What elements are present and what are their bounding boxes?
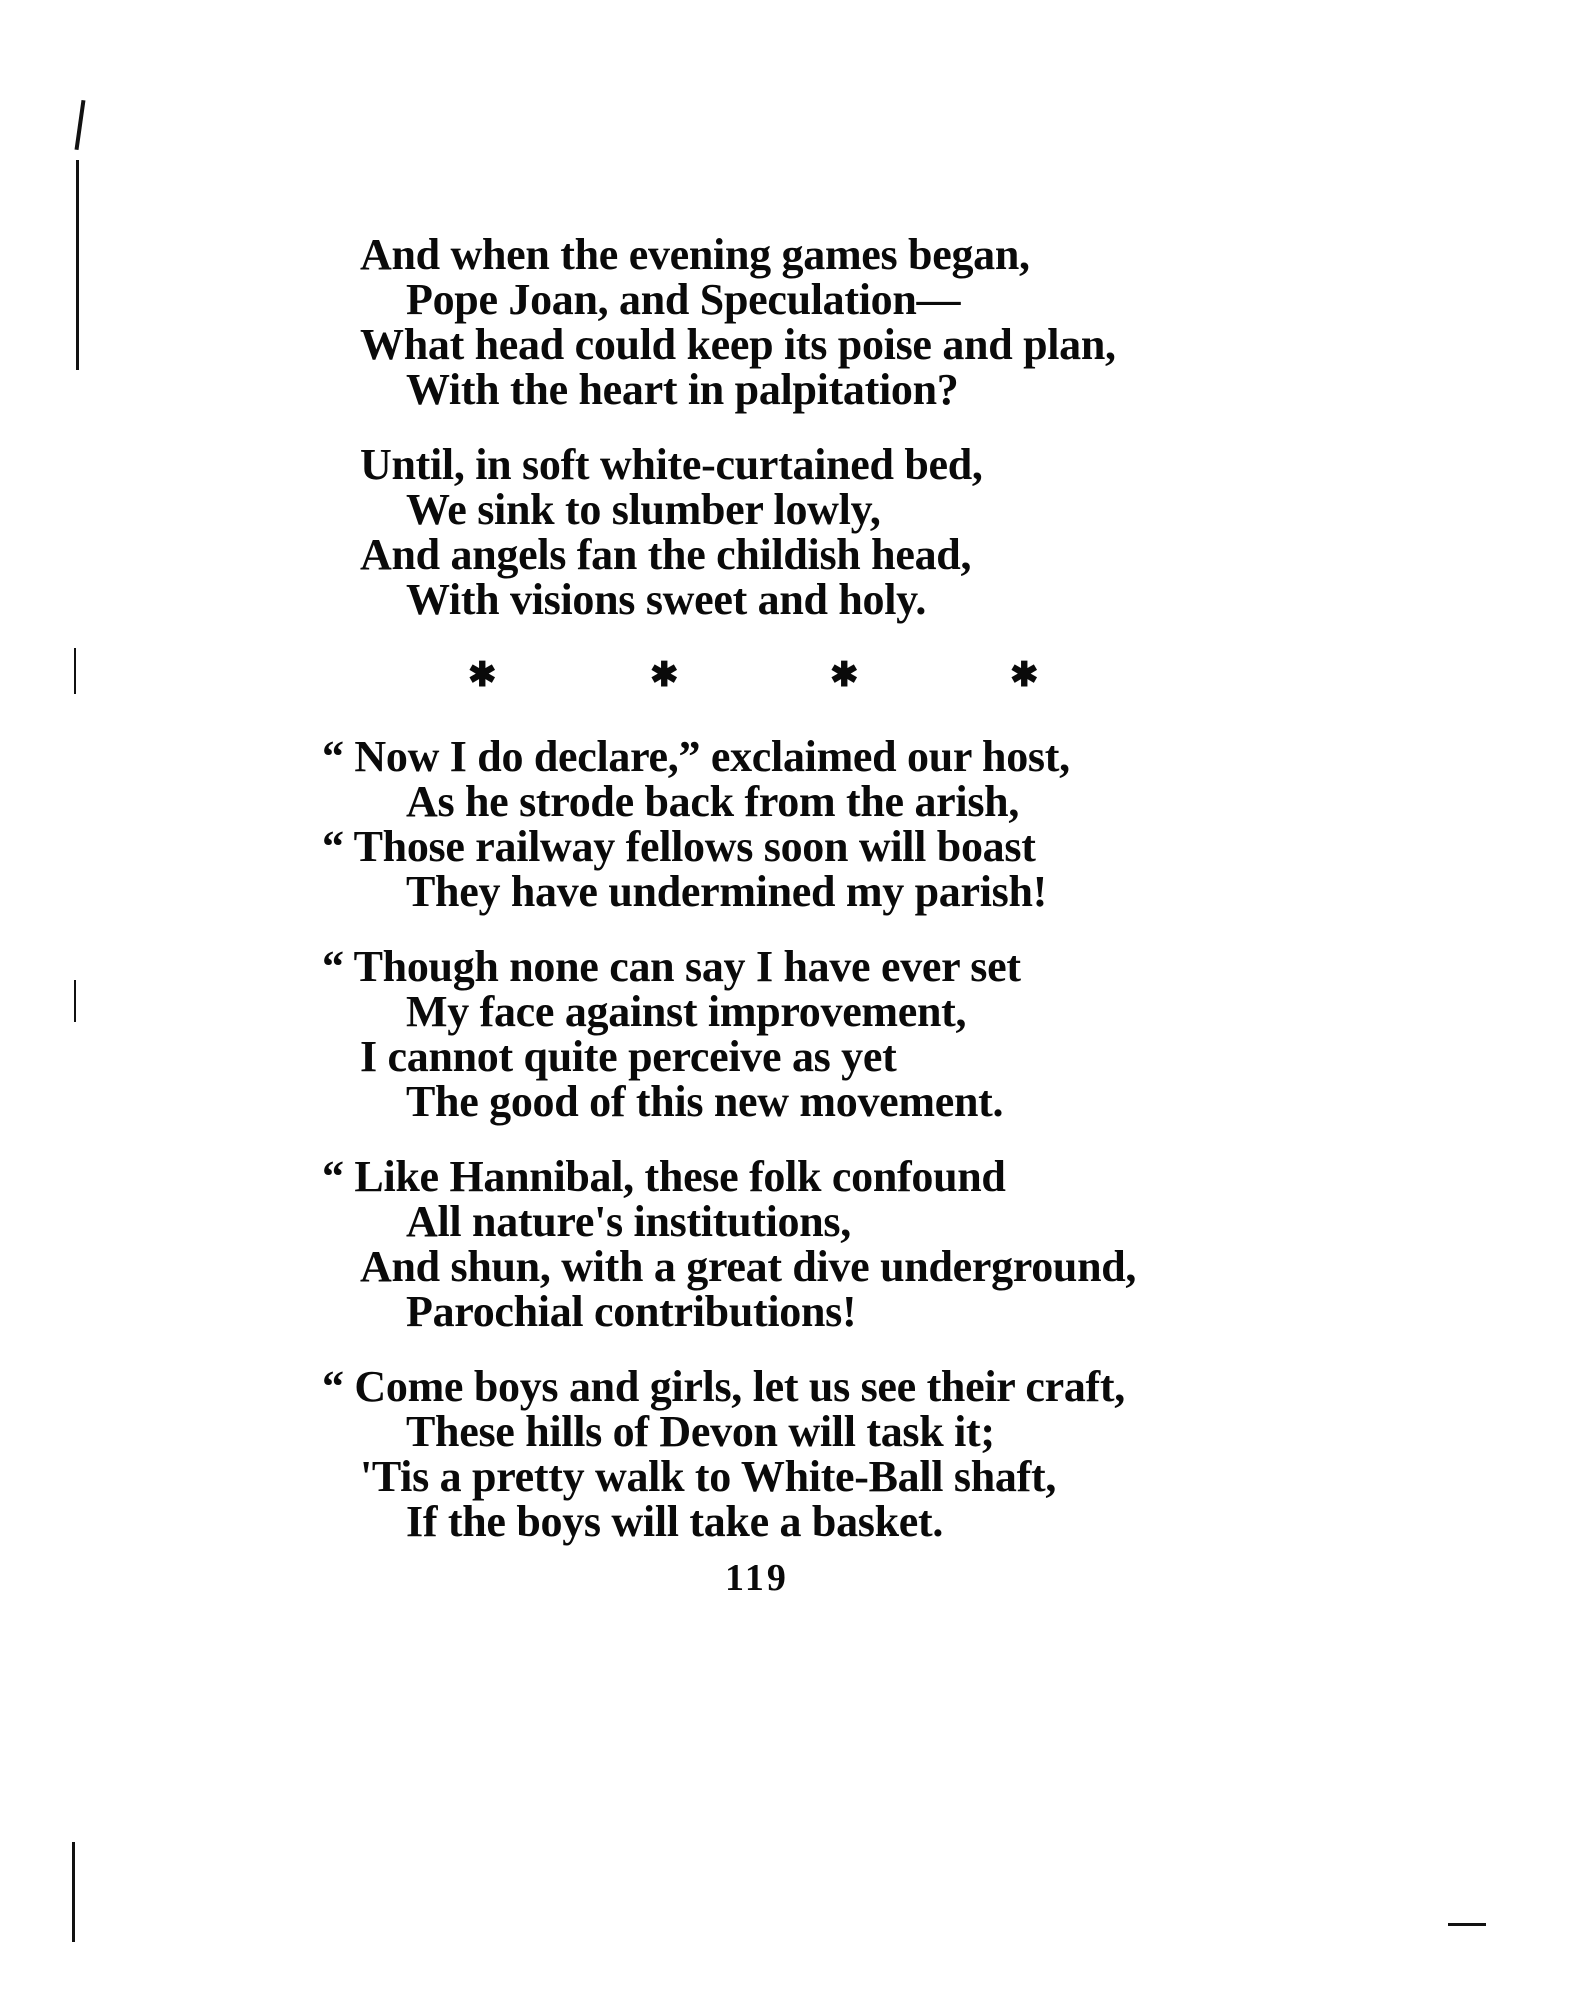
section-divider	[322, 648, 1222, 718]
verse-line: With visions sweet and holy.	[406, 575, 927, 624]
page-number: 119	[725, 1557, 789, 1599]
verse-line: And angels fan the childish head,	[360, 530, 972, 579]
verse-line: “ Though none can say I have ever set	[322, 942, 1021, 991]
asterism-star: ✱	[830, 657, 859, 694]
verse-line: “ Like Hannibal, these folk confound	[322, 1152, 1006, 1201]
verse-line: “ Those railway fellows soon will boast	[322, 822, 1036, 871]
verse-line: 'Tis a pretty walk to White-Ball shaft,	[360, 1452, 1057, 1501]
verse-line: “ Come boys and girls, let us see their craft,	[322, 1362, 1125, 1411]
verse-line: If the boys will take a basket.	[406, 1497, 944, 1546]
verse-line: Until, in soft white-curtained bed,	[360, 440, 983, 489]
scan-mark	[74, 648, 76, 694]
verse-line: They have undermined my parish!	[406, 867, 1047, 916]
verse-line: And when the evening games began,	[360, 230, 1030, 279]
verse-line: Pope Joan, and Speculation—	[406, 275, 961, 324]
verse-line: All nature's institutions,	[406, 1197, 851, 1246]
verse-line: These hills of Devon will task it;	[406, 1407, 995, 1456]
stanza	[322, 734, 1222, 914]
poem-body	[322, 232, 1222, 1574]
stanza	[322, 944, 1222, 1124]
verse-line: The good of this new movement.	[406, 1077, 1004, 1126]
stanza	[322, 442, 1222, 622]
stanza	[322, 232, 1222, 412]
stanza	[322, 1364, 1222, 1544]
scan-mark	[72, 1842, 75, 1942]
scan-mark	[74, 980, 76, 1022]
verse-line: “ Now I do declare,” exclaimed our host,	[322, 732, 1070, 781]
verse-line: And shun, with a great dive underground,	[360, 1242, 1137, 1291]
verse-line: Parochial contributions!	[406, 1287, 857, 1336]
scan-mark	[76, 160, 79, 370]
scan-mark	[1448, 1923, 1486, 1926]
verse-line: What head could keep its poise and plan,	[360, 320, 1116, 369]
verse-line: As he strode back from the arish,	[406, 777, 1020, 826]
verse-line: My face against improvement,	[406, 987, 967, 1036]
asterism-star: ✱	[650, 657, 679, 694]
verse-line: We sink to slumber lowly,	[406, 485, 881, 534]
verse-line: With the heart in palpitation?	[406, 365, 959, 414]
scan-mark	[75, 100, 86, 150]
asterism-star: ✱	[468, 657, 497, 694]
asterism-star: ✱	[1010, 657, 1039, 694]
stanza	[322, 1154, 1222, 1334]
verse-line: I cannot quite perceive as yet	[360, 1032, 897, 1081]
